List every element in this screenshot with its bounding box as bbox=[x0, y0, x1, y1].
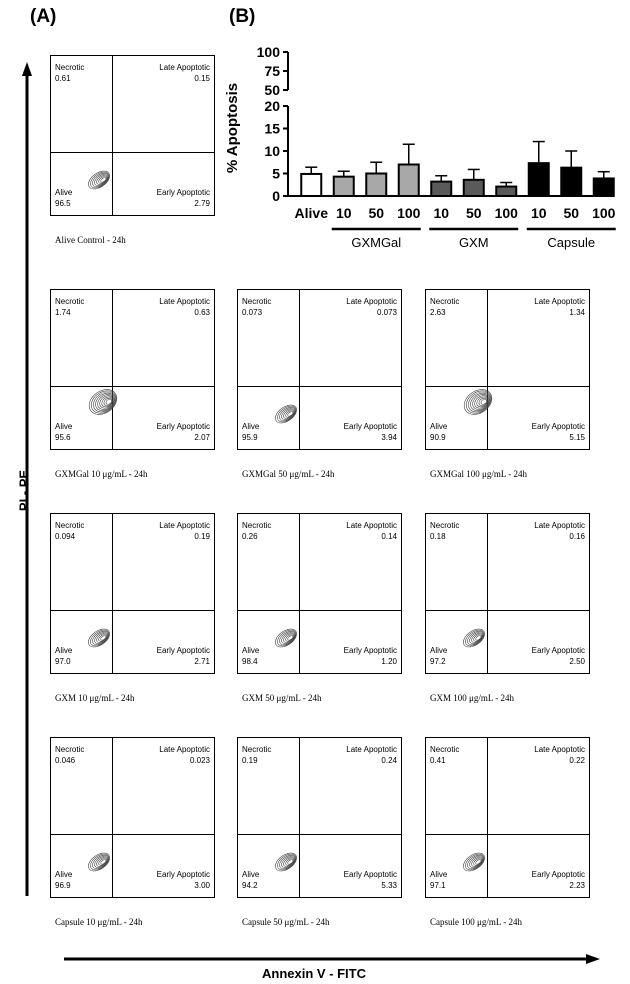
plot-caption: Capsule 10 μg/mL - 24h bbox=[55, 917, 143, 927]
x-tick-label: 50 bbox=[368, 205, 385, 221]
plot-caption: GXM 100 μg/mL - 24h bbox=[430, 693, 514, 703]
x-tick-label: 50 bbox=[563, 205, 580, 221]
y-axis-title: % Apoptosis bbox=[224, 82, 241, 174]
flow-plot bbox=[425, 289, 590, 450]
quadrant-percent: 96.9 bbox=[55, 881, 71, 890]
quadrant-percent: 0.046 bbox=[55, 756, 76, 765]
quadrant-name: Necrotic bbox=[55, 745, 85, 754]
quadrant-percent: 0.073 bbox=[242, 308, 263, 317]
quadrant-name: Necrotic bbox=[242, 297, 272, 306]
quadrant-name: Alive bbox=[55, 188, 73, 197]
quadrant-percent: 97.0 bbox=[55, 657, 71, 666]
flow-plot bbox=[50, 737, 215, 898]
quadrant-percent: 0.15 bbox=[194, 74, 210, 83]
quadrant-name: Late Apoptotic bbox=[159, 521, 210, 530]
quadrant-percent: 90.9 bbox=[430, 433, 446, 442]
x-tick-label: 100 bbox=[397, 205, 421, 221]
quadrant-percent: 0.19 bbox=[242, 756, 258, 765]
contour-line bbox=[87, 386, 120, 418]
quadrant-percent: 97.2 bbox=[430, 657, 446, 666]
quadrant-percent: 94.2 bbox=[242, 881, 258, 890]
x-tick-label: 10 bbox=[433, 205, 450, 221]
quadrant-percent: 3.00 bbox=[194, 881, 210, 890]
x-tick-label: 10 bbox=[335, 205, 352, 221]
quadrant-name: Necrotic bbox=[430, 297, 460, 306]
quadrant-name: Late Apoptotic bbox=[346, 745, 397, 754]
quadrant-name: Late Apoptotic bbox=[534, 521, 585, 530]
quadrant-percent: 0.073 bbox=[376, 308, 397, 317]
quadrant-name: Late Apoptotic bbox=[159, 745, 210, 754]
contour-line bbox=[465, 388, 495, 416]
plot-caption: Capsule 100 μg/mL - 24h bbox=[430, 917, 522, 927]
contour-line bbox=[84, 384, 121, 419]
quadrant-percent: 2.71 bbox=[194, 657, 210, 666]
group-label: GXMGal bbox=[351, 235, 402, 250]
panel-label-a: (A) bbox=[30, 6, 57, 27]
x-axis-title: Annexin V - FITC bbox=[262, 966, 366, 981]
bar bbox=[464, 180, 484, 196]
x-tick-label: 50 bbox=[465, 205, 482, 221]
x-axis-arrow bbox=[62, 952, 602, 966]
flow-plot bbox=[425, 737, 590, 898]
quadrant-percent: 0.16 bbox=[569, 532, 585, 541]
contour-plot bbox=[238, 738, 403, 899]
quadrant-percent: 0.63 bbox=[194, 308, 210, 317]
quadrant-percent: 3.94 bbox=[381, 433, 397, 442]
quadrant-name: Necrotic bbox=[430, 521, 460, 530]
quadrant-name: Necrotic bbox=[55, 63, 85, 72]
y-tick-label: 15 bbox=[264, 120, 280, 137]
quadrant-name: Necrotic bbox=[242, 521, 272, 530]
plot-caption: GXMGal 100 μg/mL - 24h bbox=[430, 469, 527, 479]
quadrant-name: Necrotic bbox=[55, 297, 85, 306]
contour-plot bbox=[51, 56, 216, 217]
y-tick-label: 50 bbox=[264, 82, 280, 98]
quadrant-name: Late Apoptotic bbox=[346, 297, 397, 306]
quadrant-name: Late Apoptotic bbox=[534, 297, 585, 306]
contour-plot bbox=[426, 738, 591, 899]
bar bbox=[496, 187, 516, 196]
quadrant-percent: 1.74 bbox=[55, 308, 71, 317]
contour-plot bbox=[426, 514, 591, 675]
x-tick-label: 100 bbox=[494, 205, 518, 221]
quadrant-name: Necrotic bbox=[430, 745, 460, 754]
contour-line bbox=[459, 384, 496, 419]
quadrant-percent: 0.22 bbox=[569, 756, 585, 765]
bar bbox=[399, 165, 419, 197]
quadrant-percent: 0.41 bbox=[430, 756, 446, 765]
quadrant-name: Early Apoptotic bbox=[531, 422, 585, 431]
quadrant-name: Alive bbox=[55, 646, 73, 655]
flow-plot bbox=[50, 289, 215, 450]
quadrant-percent: 95.6 bbox=[55, 433, 71, 442]
quadrant-name: Early Apoptotic bbox=[343, 646, 397, 655]
contour-plot bbox=[51, 290, 216, 451]
apoptosis-bar-chart bbox=[220, 42, 620, 277]
quadrant-name: Alive bbox=[430, 422, 448, 431]
quadrant-name: Alive bbox=[430, 870, 448, 879]
quadrant-percent: 2.07 bbox=[194, 433, 210, 442]
contour-plot bbox=[426, 290, 591, 451]
quadrant-percent: 0.18 bbox=[430, 532, 446, 541]
quadrant-percent: 0.24 bbox=[381, 756, 397, 765]
panel-label-b: (B) bbox=[229, 6, 256, 27]
quadrant-name: Early Apoptotic bbox=[156, 422, 210, 431]
plot-caption: GXMGal 50 μg/mL - 24h bbox=[242, 469, 335, 479]
quadrant-percent: 96.5 bbox=[55, 199, 71, 208]
bar bbox=[594, 178, 614, 196]
y-tick-label: 10 bbox=[264, 143, 280, 159]
flow-plot bbox=[237, 737, 402, 898]
quadrant-percent: 1.34 bbox=[569, 308, 585, 317]
quadrant-percent: 0.19 bbox=[194, 532, 210, 541]
quadrant-name: Early Apoptotic bbox=[156, 188, 210, 197]
x-tick-label: 100 bbox=[592, 205, 616, 221]
quadrant-percent: 0.023 bbox=[189, 756, 210, 765]
plot-caption: GXM 50 μg/mL - 24h bbox=[242, 693, 322, 703]
quadrant-percent: 97.1 bbox=[430, 881, 446, 890]
x-tick-label: 10 bbox=[530, 205, 547, 221]
y-tick-label: 75 bbox=[264, 63, 280, 79]
quadrant-name: Alive bbox=[242, 870, 260, 879]
quadrant-name: Early Apoptotic bbox=[531, 646, 585, 655]
y-tick-label: 100 bbox=[256, 44, 280, 60]
plot-caption: GXMGal 10 μg/mL - 24h bbox=[55, 469, 148, 479]
quadrant-name: Necrotic bbox=[242, 745, 272, 754]
flow-plot bbox=[237, 513, 402, 674]
flow-plot bbox=[425, 513, 590, 674]
quadrant-name: Alive bbox=[55, 870, 73, 879]
bar bbox=[334, 177, 354, 196]
quadrant-percent: 2.79 bbox=[194, 199, 210, 208]
y-tick-label: 5 bbox=[272, 165, 280, 182]
contour-line bbox=[462, 386, 495, 418]
quadrant-name: Early Apoptotic bbox=[531, 870, 585, 879]
quadrant-name: Alive bbox=[242, 646, 260, 655]
quadrant-name: Late Apoptotic bbox=[159, 297, 210, 306]
contour-plot bbox=[238, 290, 403, 451]
group-label: Capsule bbox=[547, 235, 596, 250]
bar bbox=[366, 174, 386, 197]
plot-caption: GXM 10 μg/mL - 24h bbox=[55, 693, 135, 703]
quadrant-name: Late Apoptotic bbox=[534, 745, 585, 754]
y-axis-title: PI - PE bbox=[16, 469, 32, 512]
quadrant-percent: 0.14 bbox=[381, 532, 397, 541]
plot-caption: Alive Control - 24h bbox=[55, 235, 126, 245]
quadrant-percent: 2.23 bbox=[569, 881, 585, 890]
quadrant-percent: 5.15 bbox=[569, 433, 585, 442]
quadrant-name: Early Apoptotic bbox=[343, 870, 397, 879]
y-tick-label: 0 bbox=[272, 188, 280, 204]
y-tick-label: 20 bbox=[264, 98, 280, 114]
quadrant-percent: 5.33 bbox=[381, 881, 397, 890]
flow-plot bbox=[50, 55, 215, 216]
quadrant-percent: 95.9 bbox=[242, 433, 258, 442]
x-tick-label: Alive bbox=[294, 205, 328, 221]
quadrant-name: Necrotic bbox=[55, 521, 85, 530]
bar bbox=[431, 182, 451, 196]
bar bbox=[561, 168, 581, 196]
quadrant-name: Late Apoptotic bbox=[159, 63, 210, 72]
quadrant-name: Alive bbox=[55, 422, 73, 431]
quadrant-percent: 0.26 bbox=[242, 532, 258, 541]
bar bbox=[301, 174, 321, 196]
quadrant-percent: 0.094 bbox=[55, 532, 76, 541]
quadrant-name: Early Apoptotic bbox=[156, 646, 210, 655]
quadrant-percent: 2.50 bbox=[569, 657, 585, 666]
quadrant-percent: 2.63 bbox=[430, 308, 446, 317]
flow-plot bbox=[237, 289, 402, 450]
group-label: GXM bbox=[458, 235, 489, 250]
quadrant-name: Early Apoptotic bbox=[343, 422, 397, 431]
bar bbox=[529, 163, 549, 196]
contour-plot bbox=[51, 738, 216, 899]
quadrant-percent: 98.4 bbox=[242, 657, 258, 666]
quadrant-name: Early Apoptotic bbox=[156, 870, 210, 879]
contour-line bbox=[90, 388, 120, 416]
flow-plot bbox=[50, 513, 215, 674]
contour-plot bbox=[238, 514, 403, 675]
quadrant-name: Alive bbox=[430, 646, 448, 655]
plot-caption: Capsule 50 μg/mL - 24h bbox=[242, 917, 330, 927]
quadrant-name: Alive bbox=[242, 422, 260, 431]
contour-plot bbox=[51, 514, 216, 675]
quadrant-name: Late Apoptotic bbox=[346, 521, 397, 530]
quadrant-percent: 0.61 bbox=[55, 74, 71, 83]
quadrant-percent: 1.20 bbox=[381, 657, 397, 666]
